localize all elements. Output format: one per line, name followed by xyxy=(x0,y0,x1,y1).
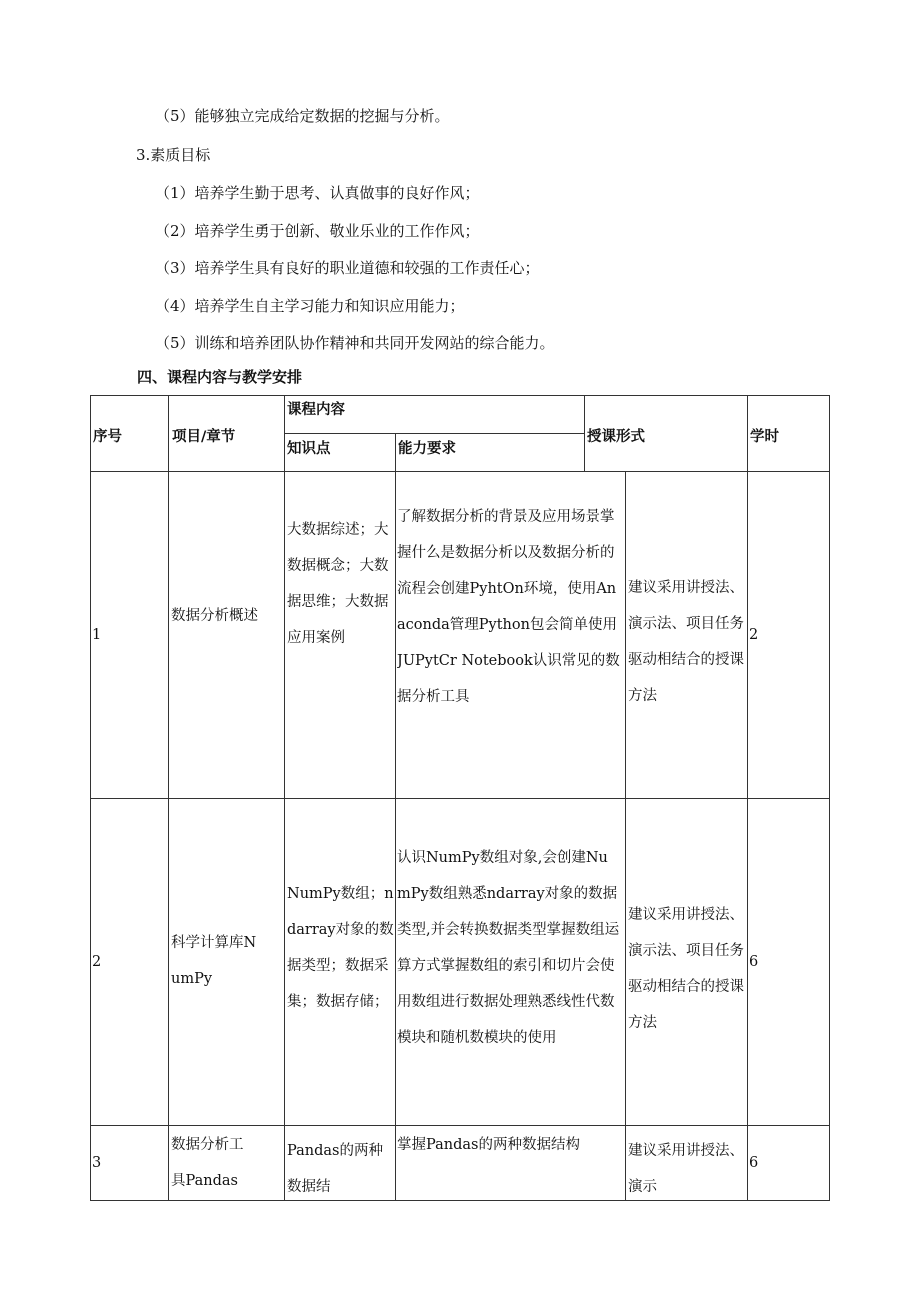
section-title: 四、课程内容与教学安排 xyxy=(137,368,303,386)
table-row-3-knowledge: Pandas的两种数据结 xyxy=(287,1143,383,1195)
table-row-1-index: 1 xyxy=(92,627,102,643)
quality-goal-heading: 3.素质目标 xyxy=(136,146,211,164)
table-row-1-knowledge: 大数据综述；大数据概念；大数据思维；大数据应用案例 xyxy=(287,522,389,646)
table-row-3-index: 3 xyxy=(92,1155,102,1171)
intro-line-1: （5）能够独立完成给定数据的挖掘与分析。 xyxy=(155,107,450,125)
header-ability: 能力要求 xyxy=(398,441,456,457)
table-row-2-method: 建议采用讲授法、演示法、项目任务驱动相结合的授课方法 xyxy=(628,907,744,1031)
intro-line-6: （4）培养学生自主学习能力和知识应用能力； xyxy=(155,297,465,315)
table-row-3-ability: 掌握Pandas的两种数据结构 xyxy=(397,1137,580,1153)
table-row-3-method: 建议采用讲授法、演示 xyxy=(628,1143,744,1195)
intro-line-5: （3）培养学生具有良好的职业道德和较强的工作责任心； xyxy=(155,259,540,277)
table-row-3-hours: 6 xyxy=(749,1155,759,1171)
table-row-1-method: 建议采用讲授法、演示法、项目任务驱动相结合的授课方法 xyxy=(628,580,744,704)
table-row-2-chapter: 科学计算库NumPy xyxy=(171,935,257,987)
intro-line-7: （5）训练和培养团队协作精神和共同开发网站的综合能力。 xyxy=(155,334,555,352)
intro-line-4: （2）培养学生勇于创新、敬业乐业的工作作风； xyxy=(155,222,480,240)
intro-line-3: （1）培养学生勤于思考、认真做事的良好作风； xyxy=(155,184,480,202)
table-row-2-ability: 认识NumPy数组对象,会创建NumPy数组熟悉ndarray对象的数据类型,并会转换数据类型掌握数组运算方式掌握数组的索引和切片会使用数组进行数据处理熟悉线性代数模块和随机数模块的使用 xyxy=(397,850,620,1046)
header-chapter: 项目/章节 xyxy=(172,429,236,445)
header-content: 课程内容 xyxy=(287,402,345,418)
table-row-1-hours: 2 xyxy=(749,627,759,643)
table-row-1-chapter: 数据分析概述 xyxy=(171,608,258,624)
header-index: 序号 xyxy=(93,429,122,445)
table-row-2-hours: 6 xyxy=(749,954,759,970)
header-hours: 学时 xyxy=(750,429,779,445)
table-row-3-chapter: 数据分析工具Pandas xyxy=(171,1137,244,1189)
table-row-1-ability: 了解数据分析的背景及应用场景掌握什么是数据分析以及数据分析的流程会创建PyhtOn环境，使用Anaconda管理Python包会简单使用JUPytCr Notebook认识常见的数据分析工具 xyxy=(397,509,620,705)
header-knowledge: 知识点 xyxy=(287,441,331,457)
table-row-2-index: 2 xyxy=(92,954,102,970)
table-row-2-knowledge: NumPy数组；ndarray对象的数据类型；数据采集；数据存储； xyxy=(287,886,394,1010)
header-method: 授课形式 xyxy=(587,429,645,445)
